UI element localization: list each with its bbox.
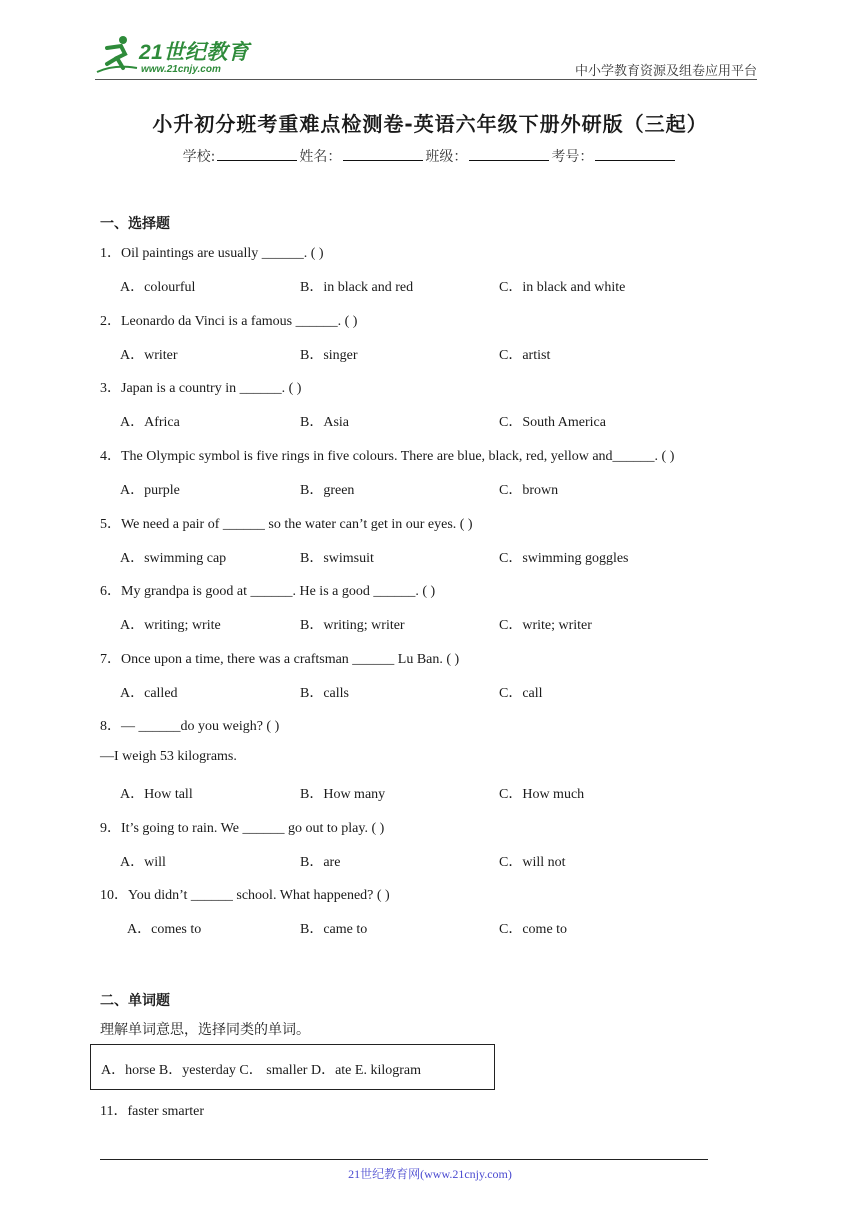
option-b: B．writing; writer: [300, 618, 405, 633]
name-label: 姓名：: [299, 149, 342, 165]
question: 7．Once upon a time, there was a craftsman ______ Lu Ban. ( ): [100, 652, 460, 667]
logo: [95, 34, 265, 78]
option-c: C．artist: [499, 348, 551, 363]
option-c: C．write; writer: [499, 618, 592, 633]
question-extra-line: —I weigh 53 kilograms.: [100, 749, 237, 764]
word-bank-text: A．horse B．yesterday C． smaller D．ate E. kilogram: [101, 1063, 421, 1078]
option-b: B．came to: [300, 922, 368, 937]
runner-logo-icon: [95, 34, 139, 74]
option-b: B．are: [300, 855, 341, 870]
option-c: C．South America: [499, 415, 606, 430]
option-b: B．green: [300, 483, 355, 498]
exam-no-blank: [595, 148, 675, 161]
option-a: A．colourful: [120, 280, 196, 295]
option-a: A．How tall: [120, 787, 193, 802]
question: 8．— ______do you weigh? ( ): [100, 719, 280, 734]
option-c: C．come to: [499, 922, 568, 937]
platform-label: 中小学教育资源及组卷应用平台: [574, 64, 757, 79]
logo-url: www.21cnjy.com: [141, 64, 221, 75]
question: 5．We need a pair of ______ so the water can’t get in our eyes. ( ): [100, 517, 473, 532]
class-blank: [469, 148, 549, 161]
option-c: C．in black and white: [499, 280, 626, 295]
option-c: C．How much: [499, 787, 585, 802]
logo-text: 21世纪教育: [139, 41, 250, 64]
question: 6．My grandpa is good at ______. He is a good ______. ( ): [100, 584, 436, 599]
header-divider: [95, 79, 757, 80]
option-b: B．swimsuit: [300, 551, 374, 566]
option-b: B．How many: [300, 787, 386, 802]
option-a: A．called: [120, 686, 178, 701]
footer-divider: [100, 1159, 708, 1160]
student-info: [0, 146, 860, 166]
class-label: 班级：: [425, 149, 468, 165]
question: 2．Leonardo da Vinci is a famous ______. ( ): [100, 314, 358, 329]
option-b: B．Asia: [300, 415, 349, 430]
option-b: B．calls: [300, 686, 349, 701]
question: 1．Oil paintings are usually ______. ( ): [100, 246, 324, 261]
option-a: A．writing; write: [120, 618, 221, 633]
option-c: C．will not: [499, 855, 566, 870]
section-heading: 二、单词题: [100, 993, 170, 1009]
footer-text: 21世纪教育网(www.21cnjy.com): [348, 1167, 512, 1181]
option-c: C．swimming goggles: [499, 551, 629, 566]
school-label: 学校:: [182, 149, 216, 165]
page-title: 小升初分班考重难点检测卷-英语六年级下册外研版（三起）: [152, 112, 708, 136]
question: 11．faster smarter: [100, 1104, 205, 1119]
question: 3．Japan is a country in ______. ( ): [100, 381, 302, 396]
instruction-text: 理解单词意思，选择同类的单词。: [100, 1022, 310, 1038]
option-a: A．purple: [120, 483, 180, 498]
question: 4．The Olympic symbol is five rings in five colours. There are blue, black, red, yellow and______. ( ): [100, 449, 675, 464]
question: 9．It’s going to rain. We ______ go out to play. ( ): [100, 821, 385, 836]
option-b: B．in black and red: [300, 280, 414, 295]
option-a: A．comes to: [127, 922, 202, 937]
option-a: A．swimming cap: [120, 551, 227, 566]
option-b: B．singer: [300, 348, 358, 363]
page-header: [95, 34, 757, 82]
option-c: C．call: [499, 686, 543, 701]
question: 10．You didn’t ______ school. What happened? ( ): [100, 888, 390, 903]
word-bank-box: [90, 1044, 495, 1090]
name-blank: [343, 148, 423, 161]
option-a: A．Africa: [120, 415, 180, 430]
exam-no-label: 考号：: [551, 149, 594, 165]
school-blank: [217, 148, 297, 161]
section-heading: 一、选择题: [100, 216, 170, 232]
option-a: A．writer: [120, 348, 178, 363]
option-c: C．brown: [499, 483, 559, 498]
option-a: A．will: [120, 855, 166, 870]
